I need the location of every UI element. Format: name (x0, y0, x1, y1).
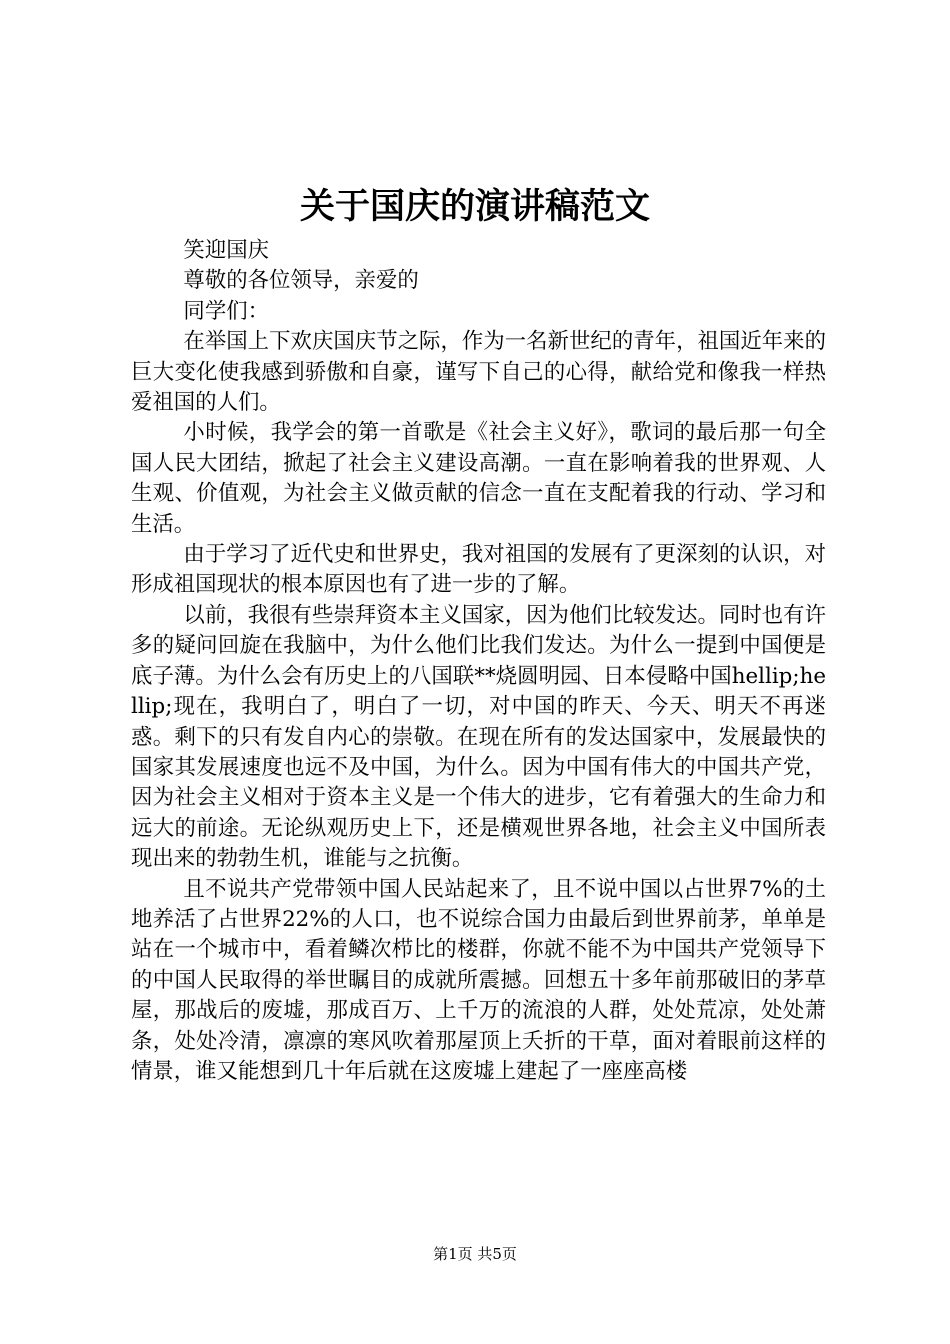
paragraph-greeting-title: 笑迎国庆 (183, 238, 269, 263)
page-number-footer: 第1页 共5页 (433, 1245, 517, 1263)
paragraph-salutation-continued: 同学们： (183, 298, 269, 324)
paragraph-history-study: 由于学习了近代史和世界史，我对祖国的发展有了更深刻的认识，对形成祖国现状的根本原因也有了进一步的了解。 (131, 542, 826, 598)
paragraph-reflection: 以前，我很有些崇拜资本主义国家，因为他们比较发达。同时也有许多的疑问回旋在我脑中，为什么他们比我们发达。为什么一提到中国便是底子薄。为什么会有历史上的八国联**烧圆明园、日本侵略中国hellip;hellip;现在，我明白了，明白了一切，对中国的昨天、今天、明天不再迷惑。剩下的只有发自内心的崇敬。在现在所有的发达国家中，发展最快的国家其发展速度也远不及中国，为什么。因为中国有伟大的中国共产党，因为社会主义相对于资本主义是一个伟大的进步，它有着强大的生命力和远大的前途。无论纵观历史上下，还是横观世界各地，社会主义中国所表现出来的勃勃生机，谁能与之抗衡。 (131, 602, 826, 872)
document-title: 关于国庆的演讲稿范文 (299, 186, 650, 227)
paragraph-achievements: 且不说共产党带领中国人民站起来了，且不说中国以占世界7%的土地养活了占世界22%的人口，也不说综合国力由最后到世界前茅，单单是站在一个城市中，看着鳞次栉比的楼群，你就不能不为中国共产党领导下的中国人民取得的举世瞩目的成就所震撼。回想五十多年前那破旧的茅草屋，那战后的废墟，那成百万、上千万的流浪的人群，处处荒凉，处处萧条，处处冷清，凛凛的寒风吹着那屋顶上夭折的干草，面对着眼前这样的情景，谁又能想到几十年后就在这废墟上建起了一座座高楼 (131, 876, 826, 1084)
document-body (131, 236, 826, 1087)
paragraph-salutation: 尊敬的各位领导，亲爱的 (183, 268, 419, 294)
paragraph-childhood: 小时候，我学会的第一首歌是《社会主义好》，歌词的最后那一句全国人民大团结，掀起了社会主义建设高潮。一直在影响着我的世界观、人生观、价值观，为社会主义做贡献的信念一直在支配着我的行动、学习和生活。 (131, 420, 826, 537)
paragraph-intro: 在举国上下欢庆国庆节之际，作为一名新世纪的青年，祖国近年来的巨大变化使我感到骄傲和自豪，谨写下自己的心得，献给党和像我一样热爱祖国的人们。 (131, 329, 826, 416)
